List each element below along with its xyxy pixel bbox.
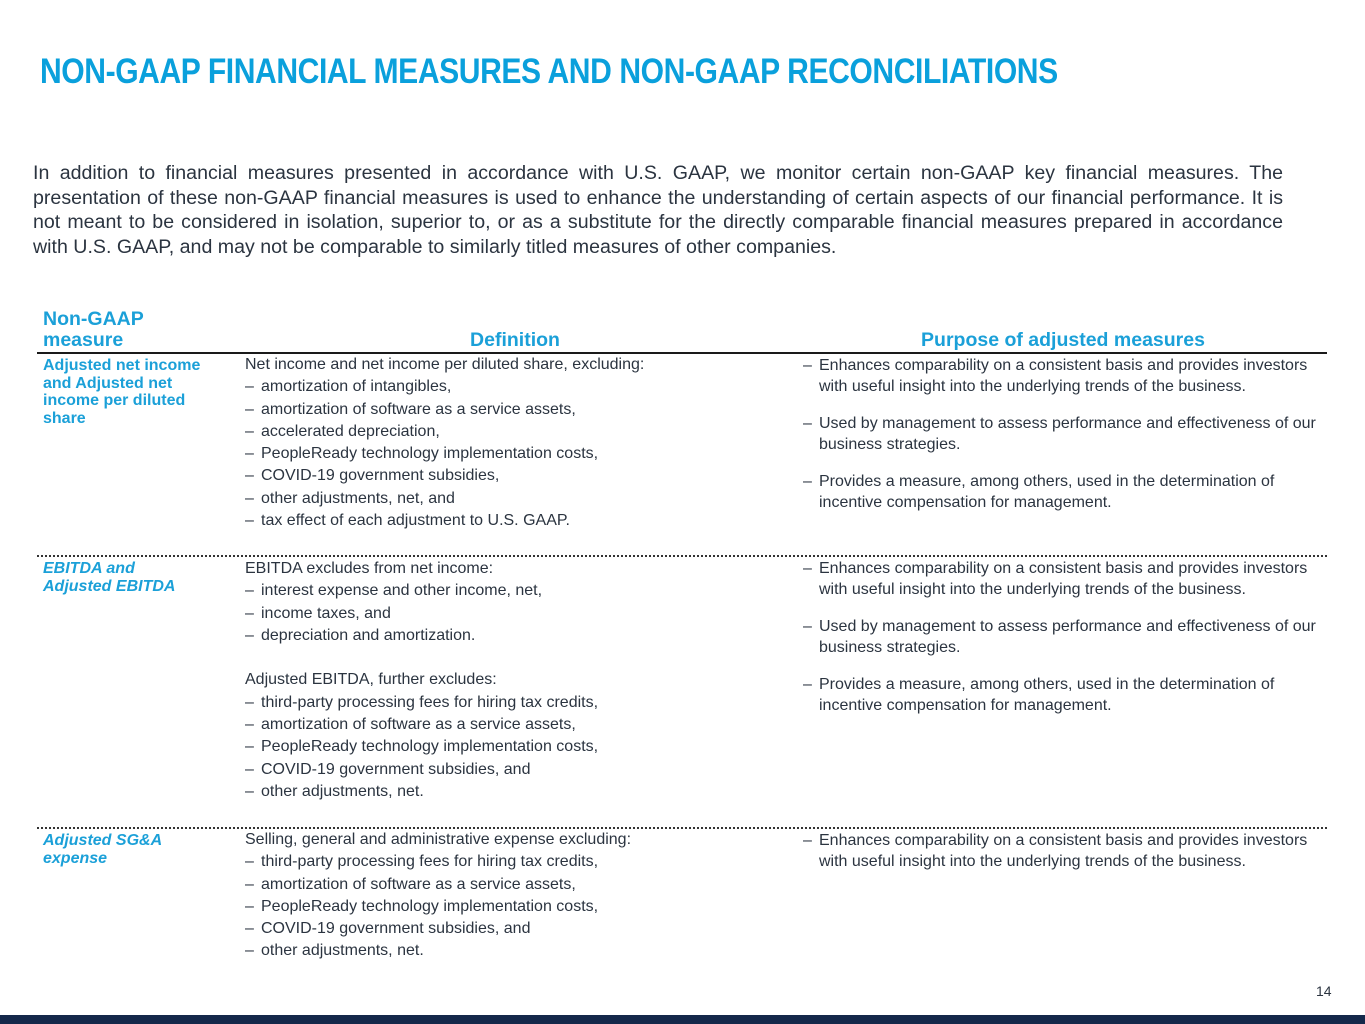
dash-bullet: –	[245, 920, 254, 938]
definition-item	[245, 510, 785, 532]
definition-item	[245, 714, 785, 736]
row-definition-ebitda	[245, 558, 785, 803]
definition-item-text: amortization of software as a service assets,	[261, 716, 576, 734]
dash-bullet: –	[245, 875, 254, 893]
dash-bullet: –	[803, 415, 812, 432]
dash-bullet: –	[803, 618, 812, 635]
dash-bullet: –	[245, 445, 254, 463]
definition-item	[245, 940, 785, 962]
definition-item-text: PeopleReady technology implementation costs,	[261, 897, 599, 915]
definition-list-adjusted	[245, 692, 785, 803]
header-measure-line2: measure	[43, 329, 124, 351]
page-title: NON-GAAP FINANCIAL MEASURES AND NON-GAAP RECONCILIATIONS	[40, 52, 1058, 91]
definition-list	[245, 376, 785, 532]
definition-intro-adjusted: Adjusted EBITDA, further excludes:	[245, 671, 497, 689]
definition-item-text: depreciation and amortization.	[261, 626, 476, 644]
dash-bullet: –	[245, 693, 254, 711]
dash-bullet: –	[245, 782, 254, 800]
definition-item-text: PeopleReady technology implementation costs,	[261, 445, 599, 463]
purpose-item-text: Used by management to assess performance and effectiveness of our business strategies.	[819, 618, 1316, 656]
definition-item	[245, 603, 785, 625]
definition-item-text: COVID-19 government subsidies,	[261, 467, 500, 485]
definition-item-text: third-party processing fees for hiring tax credits,	[261, 853, 599, 871]
definition-item	[245, 465, 785, 487]
definition-item	[245, 399, 785, 421]
dash-bullet: –	[245, 422, 254, 440]
definition-intro: Selling, general and administrative expense excluding:	[245, 831, 632, 848]
dash-bullet: –	[245, 738, 254, 756]
definition-item	[245, 781, 785, 803]
purpose-item-text: Enhances comparability on a consistent basis and provides investors with useful insight into the underlying trends of the business.	[819, 357, 1308, 395]
definition-item-text: accelerated depreciation,	[261, 422, 440, 440]
row-label-adjusted-sga	[43, 832, 223, 867]
definition-item	[245, 421, 785, 443]
dash-bullet: –	[245, 400, 254, 418]
definition-item-text: income taxes, and	[261, 604, 391, 622]
definition-item-text: third-party processing fees for hiring tax credits,	[261, 693, 599, 711]
row-purpose-ebitda	[803, 559, 1328, 733]
purpose-item-text: Enhances comparability on a consistent basis and provides investors with useful insight into the underlying trends of the business.	[819, 832, 1308, 870]
dash-bullet: –	[245, 604, 254, 622]
definition-item-text: PeopleReady technology implementation costs,	[261, 738, 599, 756]
dash-bullet: –	[245, 467, 254, 485]
definition-item	[245, 625, 785, 647]
definition-item	[245, 851, 785, 873]
footer-bar	[0, 1015, 1365, 1024]
purpose-item-text: Enhances comparability on a consistent basis and provides investors with useful insight into the underlying trends of the business.	[819, 560, 1308, 598]
row-purpose-adjusted-sga	[803, 831, 1328, 889]
row-purpose-adjusted-net-income	[803, 356, 1328, 530]
purpose-item	[803, 831, 1328, 872]
dash-bullet: –	[245, 489, 254, 507]
header-measure	[43, 309, 144, 351]
header-purpose: Purpose of adjusted measures	[921, 329, 1205, 351]
definition-intro: EBITDA excludes from net income:	[245, 560, 494, 577]
purpose-item-text: Provides a measure, among others, used in the determination of incentive compensation for management.	[819, 676, 1275, 714]
definition-item	[245, 918, 785, 940]
dash-bullet: –	[245, 942, 254, 960]
purpose-item-text: Used by management to assess performance and effectiveness of our business strategies.	[819, 415, 1316, 453]
row-label-adjusted-net-income: Adjusted net income and Adjusted net income per diluted share	[43, 357, 201, 427]
dash-bullet: –	[245, 512, 254, 530]
purpose-item	[803, 472, 1328, 513]
definition-item	[245, 376, 785, 398]
dash-bullet: –	[803, 560, 812, 577]
purpose-item-text: Provides a measure, among others, used in the determination of incentive compensation for management.	[819, 473, 1275, 511]
definition-item	[245, 874, 785, 896]
dash-bullet: –	[245, 626, 254, 644]
dash-bullet: –	[803, 357, 812, 374]
definition-item-text: other adjustments, net, and	[261, 489, 455, 507]
dash-bullet: –	[245, 853, 254, 871]
purpose-item	[803, 675, 1328, 716]
definition-item-text: COVID-19 government subsidies, and	[261, 760, 531, 778]
definition-intro: Net income and net income per diluted share, excluding:	[245, 356, 645, 373]
definition-item-text: tax effect of each adjustment to U.S. GAAP.	[261, 512, 570, 530]
intro-paragraph: In addition to financial measures presented in accordance with U.S. GAAP, we monitor certain non-GAAP key financial measures. The presentation of these non-GAAP financial measures is used to enhance the understanding of certain aspects of our financial performance. It is not meant to be considered in isolation, superior to, or as a substitute for the directly comparable financial measures prepared in accordance with U.S. GAAP, and may not be comparable to similarly titled measures of other companies.	[33, 162, 1283, 258]
dash-bullet: –	[245, 897, 254, 915]
purpose-item	[803, 414, 1328, 455]
row-label-line: EBITDA and	[43, 560, 135, 577]
definition-item	[245, 692, 785, 714]
dash-bullet: –	[245, 378, 254, 396]
definition-list	[245, 580, 785, 647]
row-label-line: Adjusted SG&A	[43, 832, 163, 849]
row-divider	[37, 555, 1327, 557]
definition-item-text: amortization of intangibles,	[261, 378, 452, 396]
row-label-line: expense	[43, 849, 108, 867]
definition-item	[245, 896, 785, 918]
definition-item	[245, 736, 785, 758]
dash-bullet: –	[803, 473, 812, 490]
definition-item-text: amortization of software as a service assets,	[261, 875, 576, 893]
definition-item-text: interest expense and other income, net,	[261, 582, 543, 600]
purpose-item	[803, 617, 1328, 658]
definition-item-text: COVID-19 government subsidies, and	[261, 920, 531, 938]
dash-bullet: –	[245, 760, 254, 778]
definition-item	[245, 443, 785, 465]
definition-item-text: other adjustments, net.	[261, 942, 424, 960]
header-definition: Definition	[470, 329, 560, 351]
purpose-item	[803, 356, 1328, 397]
row-label-ebitda	[43, 560, 223, 595]
page-number: 14	[1316, 983, 1332, 999]
row-definition-adjusted-net-income	[245, 354, 785, 532]
definition-item	[245, 759, 785, 781]
dash-bullet: –	[245, 716, 254, 734]
header-measure-line1: Non-GAAP	[43, 308, 144, 330]
dash-bullet: –	[245, 582, 254, 600]
dash-bullet: –	[803, 832, 812, 849]
row-label-line: Adjusted EBITDA	[43, 577, 176, 595]
definition-item-text: amortization of software as a service assets,	[261, 400, 576, 418]
definition-item-text: other adjustments, net.	[261, 782, 424, 800]
definition-item	[245, 580, 785, 602]
definition-list	[245, 851, 785, 962]
row-definition-adjusted-sga	[245, 829, 785, 963]
purpose-item	[803, 559, 1328, 600]
definition-item	[245, 488, 785, 510]
dash-bullet: –	[803, 676, 812, 693]
